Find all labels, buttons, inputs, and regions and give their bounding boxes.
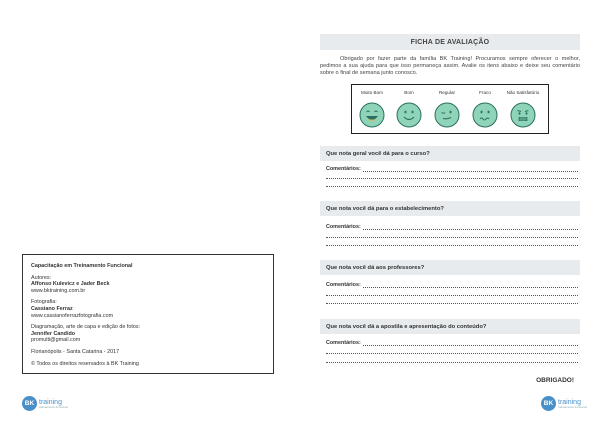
authors-label: Autores: [31,274,52,281]
rating-scale [351,84,549,134]
thanks-text: OBRIGADO! [536,377,574,384]
comment-line[interactable] [326,362,578,363]
bk-logo-word: training [39,398,62,406]
comment-line[interactable] [326,303,578,304]
designer-email: promulti@gmail.com [31,337,81,344]
comment-field-teachers[interactable] [326,282,578,288]
bk-logo-tagline: treinamento funcional [558,404,587,409]
bk-logo-mark: BK [22,396,37,411]
authors-site: www.bktraining.com.br [31,287,86,294]
bk-logo-right [541,396,587,411]
rights-notice: © Todos os direitos reservados à BK Training [31,360,139,367]
comment-line[interactable] [326,295,578,296]
photo-label: Fotografia: [31,299,57,306]
comment-field-handout[interactable] [326,340,578,346]
comment-line[interactable] [326,353,578,354]
question-teachers: Que nota você dá aos professores? [320,260,580,275]
rating-label-nao-satisfatorio: Não Satisfatório [506,90,540,95]
form-intro [320,56,580,77]
comment-field-establishment[interactable] [326,224,578,230]
bk-logo-tagline: treinamento funcional [39,404,68,409]
comment-line[interactable] [326,178,578,179]
rating-label-muito-bom: Muito Bom [361,90,383,95]
comment-label: Comentários: [326,166,361,172]
neutral-face-icon[interactable] [434,102,460,128]
question-course: Que nota geral você dá para o curso? [320,146,580,161]
comment-label: Comentários: [326,224,361,230]
comment-label: Comentários: [326,340,361,346]
rating-label-fraco: Fraco [479,90,491,95]
unsatisfied-face-icon[interactable] [510,102,536,128]
comment-line[interactable] [326,245,578,246]
weak-face-icon[interactable] [472,102,498,128]
question-handout: Que nota você dá a apostila e apresentação do conteúdo? [320,319,580,334]
rating-label-regular: Regular [438,90,456,95]
comment-line[interactable] [326,237,578,238]
authors-names: Affonso Kulevicz e Jader Beck [31,281,110,288]
comment-label: Comentários: [326,282,361,288]
photographer-name: Cassiano Ferraz [31,305,73,312]
photo-site: www.cassianoferrazfotografia.com [31,312,114,319]
credits-title: Capacitação em Treinamento Funcional [31,263,133,269]
bk-logo-mark: BK [541,396,556,411]
form-intro-text: Obrigado por fazer parte da família BK Training! Procuramos sempre oferecer o melhor, pedimos a sua ajuda para que isso permaneça assim. Avalie os itens abaixo e deixe seu comentário sobre o final de semana junto conosco. [320,56,580,76]
designer-name: Jennifer Candido [31,330,76,337]
comment-field-course[interactable] [326,166,578,172]
bk-logo-left [22,396,68,411]
happy-face-icon[interactable] [396,102,422,128]
bk-logo-word: training [558,398,581,406]
credits-box [22,254,274,374]
very-happy-face-icon[interactable] [359,102,385,128]
place-date: Florianópolis - Santa Catarina - 2017 [31,348,120,355]
question-establishment: Que nota você dá para o estabelecimento? [320,201,580,216]
form-title: FICHA DE AVALIAÇÃO [320,34,580,50]
rating-label-bom: Bom [404,90,414,95]
comment-line[interactable] [326,186,578,187]
design-label: Diagramação, arte de capa e edição de fotos: [31,324,141,331]
